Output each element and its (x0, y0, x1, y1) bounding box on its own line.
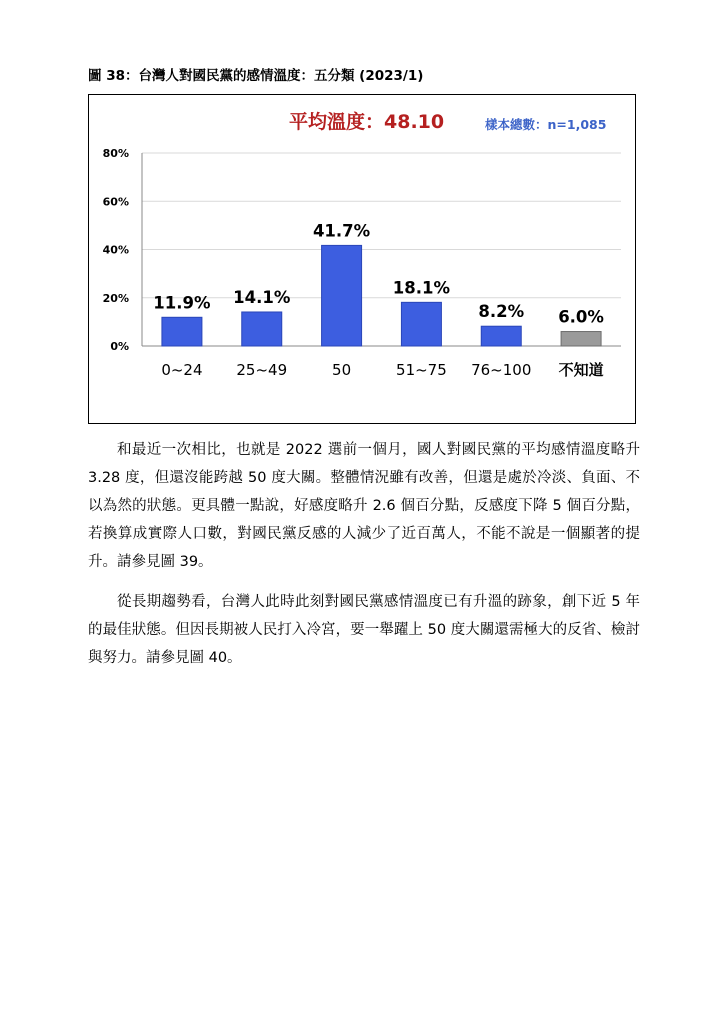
y-tick-label: 80% (102, 147, 129, 160)
sample-size-label: 樣本總數：n=1,085 (485, 117, 607, 132)
bar (162, 317, 202, 346)
bar (322, 245, 362, 346)
category-label: 76~100 (471, 361, 532, 379)
paragraph-2: 從長期趨勢看，台灣人此時此刻對國民黨感情溫度已有升溫的跡象，創下近 5 年的最佳狀態。但因長期被人民打入冷宮，要一舉躍上 50 度大關還需極大的反省、檢討與努力。請參見圖 40。 (88, 594, 640, 666)
category-label: 51~75 (396, 361, 447, 379)
bar-value-label: 14.1% (233, 287, 291, 307)
bar-value-label: 8.2% (478, 302, 525, 322)
paragraph-1: 和最近一次相比，也就是 2022 選前一個月，國人對國民黨的平均感情溫度略升 3.28 度，但還沒能跨越 50 度大關。整體情況雖有改善，但還是處於冷淡、負面、不以為然的狀態。更具體一點說，好感度略升 2.6 個百分點，反感度下降 5 個百分點，若換算成實際人口數，對國民黨反感的人減少了近百萬人，不能不說是一個顯著的提升。請參見圖 39。 (88, 442, 640, 570)
y-tick-label: 60% (102, 195, 129, 209)
bar-value-label: 11.9% (153, 293, 211, 313)
bar (242, 312, 282, 346)
chart-frame (88, 94, 636, 424)
category-label: 0~24 (161, 361, 203, 379)
bar-chart (89, 95, 635, 423)
average-temperature-label: 平均溫度：48.10 (289, 111, 445, 133)
bar (561, 332, 601, 346)
bar (481, 326, 521, 346)
figure-caption: 圖 38：台灣人對國民黨的感情溫度：五分類 (2023/1) (88, 68, 424, 84)
category-label: 50 (332, 361, 352, 379)
category-label: 25~49 (236, 361, 288, 379)
y-tick-label: 20% (102, 291, 129, 305)
category-label: 不知道 (558, 361, 604, 379)
bar-value-label: 6.0% (558, 307, 604, 327)
bar (401, 302, 441, 346)
y-tick-label: 40% (102, 243, 129, 257)
bar-value-label: 18.1% (392, 278, 451, 298)
y-tick-label: 0% (110, 340, 129, 353)
bar-value-label: 41.7% (312, 221, 371, 241)
